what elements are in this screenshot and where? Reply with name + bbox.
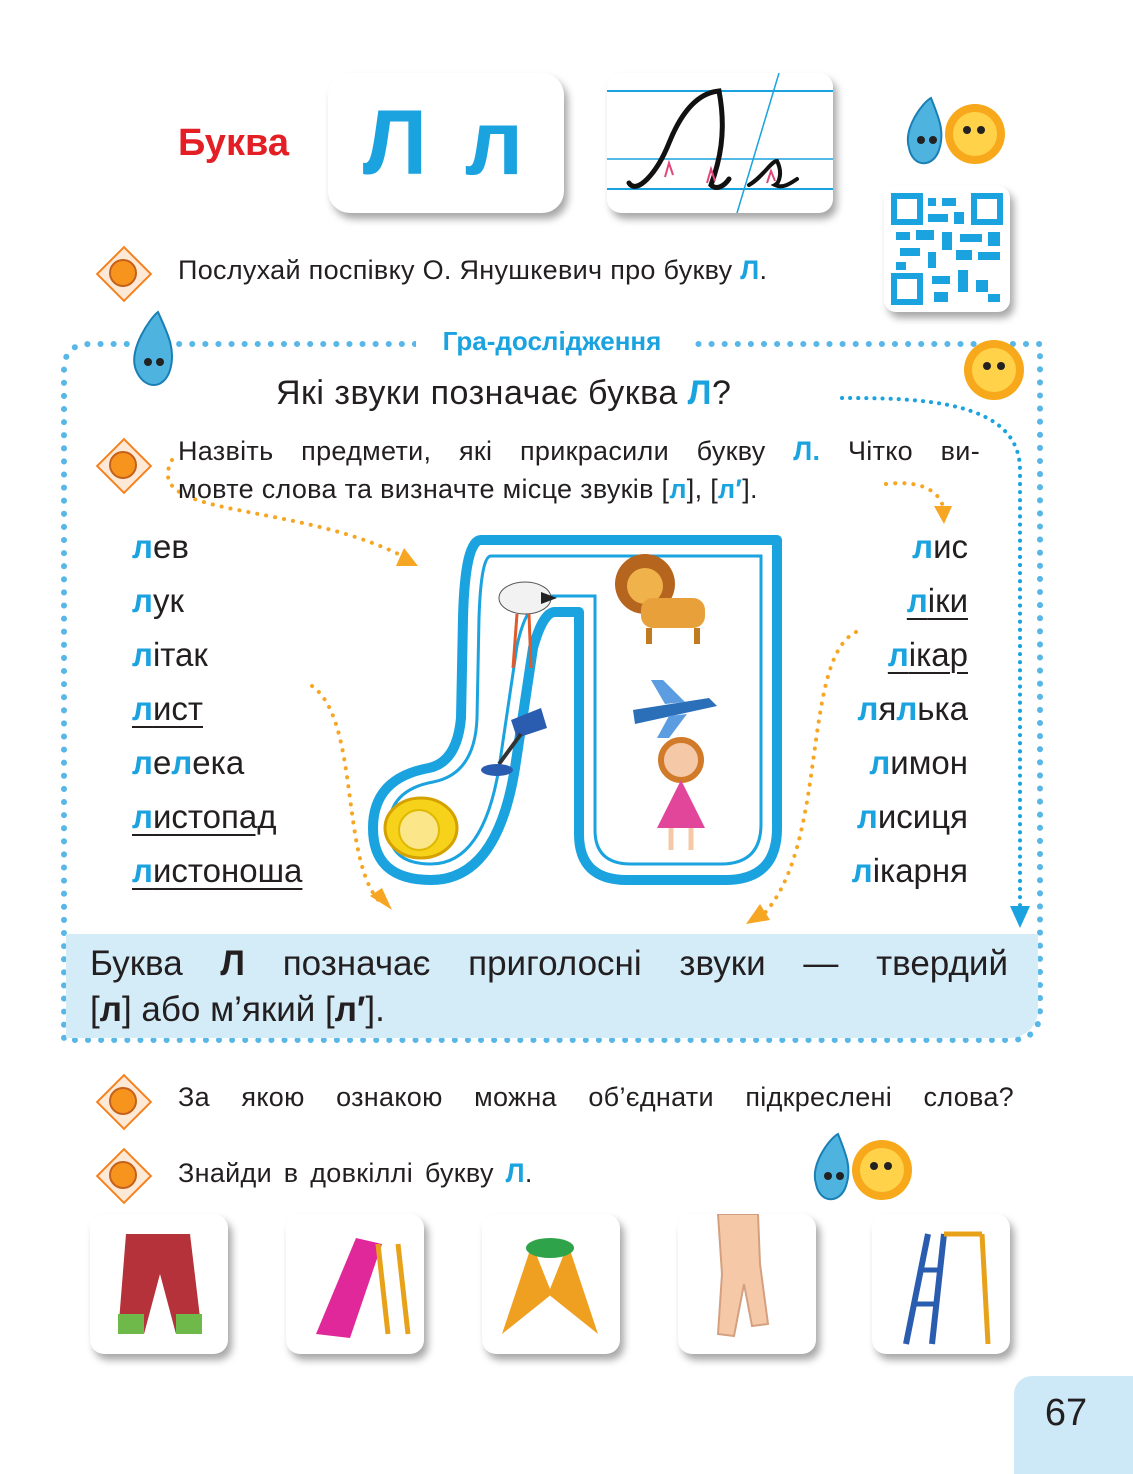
game-instruction bbox=[178, 432, 980, 508]
word-highlight-letter: л bbox=[851, 852, 873, 889]
slide-picture bbox=[286, 1214, 424, 1354]
reading-child-icon bbox=[100, 442, 144, 486]
rule-letter: Л bbox=[220, 944, 245, 983]
fingers-picture bbox=[678, 1214, 816, 1354]
instruction-text: ], [ bbox=[686, 474, 719, 504]
left-word-list bbox=[132, 520, 352, 898]
word-text: ека bbox=[192, 744, 245, 781]
listen-letter: Л bbox=[740, 255, 760, 285]
print-letters: Л л bbox=[362, 92, 530, 194]
find-period: . bbox=[524, 1158, 533, 1188]
word-highlight-letter: л bbox=[132, 852, 153, 889]
word-highlight-letter: л bbox=[132, 582, 153, 619]
sound-soft: л′ bbox=[718, 474, 743, 504]
instruction-letter: Л. bbox=[793, 436, 821, 466]
page-title: Буква bbox=[178, 122, 289, 164]
word-text: я bbox=[878, 690, 897, 727]
word-text: ис bbox=[933, 528, 968, 565]
word-highlight-letter: л bbox=[132, 798, 153, 835]
rule-box bbox=[66, 934, 1038, 1038]
word-text: истопад bbox=[152, 798, 277, 835]
word-text: ька bbox=[917, 690, 968, 727]
word-highlight-letter: л bbox=[132, 690, 153, 727]
word-highlight-letter: л bbox=[887, 636, 909, 673]
find-text: Знайди в довкіллі букву bbox=[178, 1158, 506, 1188]
word-text: исиця bbox=[877, 798, 968, 835]
question-mark: ? bbox=[712, 374, 732, 412]
rule-sound-soft: л′ bbox=[334, 990, 366, 1029]
stepladder-picture bbox=[872, 1214, 1010, 1354]
word-text: ук bbox=[152, 582, 184, 619]
word-highlight-letter: л bbox=[912, 528, 934, 565]
instruction-text: Чітко ви- bbox=[820, 436, 980, 466]
word-text: имон bbox=[890, 744, 968, 781]
word-text: ікарня bbox=[872, 852, 968, 889]
page-number: 67 bbox=[1044, 1392, 1088, 1434]
rule-line-1 bbox=[90, 942, 1008, 986]
word-item bbox=[132, 682, 352, 736]
word-item bbox=[132, 628, 352, 682]
rule-text: ]. bbox=[365, 990, 385, 1029]
word-text: ікар bbox=[908, 636, 968, 673]
rule-text: [ bbox=[90, 990, 100, 1029]
question-letter: Л bbox=[687, 374, 713, 412]
word-highlight-letter: л bbox=[132, 528, 153, 565]
find-letter: Л bbox=[505, 1158, 525, 1188]
word-highlight-letter: л bbox=[869, 744, 891, 781]
word-item bbox=[132, 574, 352, 628]
find-instruction bbox=[178, 1158, 533, 1189]
page-number-tab bbox=[1014, 1376, 1133, 1474]
word-highlight-letter: л bbox=[906, 582, 928, 619]
word-highlight-letter: л bbox=[171, 744, 193, 781]
pants-picture bbox=[90, 1214, 228, 1354]
question-underlined-words: За якою ознакою можна об’єднати підкреслені слова? bbox=[178, 1082, 1014, 1112]
rule-text: позначає приголосні звуки — твердий bbox=[244, 944, 1008, 983]
word-text: истоноша bbox=[152, 852, 303, 889]
question-text: Які звуки позначає буква bbox=[276, 374, 688, 412]
word-item bbox=[132, 736, 352, 790]
instruction-text: Назвіть предмети, які прикрасили букву bbox=[178, 436, 794, 466]
listen-period: . bbox=[759, 255, 768, 285]
listen-text: Послухай поспівку О. Янушкевич про букву bbox=[178, 255, 741, 285]
word-highlight-letter: л bbox=[132, 744, 153, 781]
instruction-text: мовте слова та визначте місце звуків [ bbox=[178, 474, 670, 504]
thinking-child-icon bbox=[100, 1078, 144, 1122]
word-text: е bbox=[152, 744, 172, 781]
instruction-line-2 bbox=[178, 470, 980, 508]
instruction-text: ]. bbox=[742, 474, 758, 504]
word-item bbox=[132, 790, 352, 844]
lemon-image bbox=[385, 798, 457, 858]
sound-hard: л bbox=[669, 474, 687, 504]
game-title: Гра-дослідження bbox=[416, 326, 688, 357]
writing-child-icon bbox=[100, 1152, 144, 1196]
word-highlight-letter: л bbox=[132, 636, 153, 673]
word-item bbox=[132, 520, 352, 574]
flippers-picture bbox=[482, 1214, 620, 1354]
word-text: іки bbox=[927, 582, 968, 619]
drop-mascot-icon bbox=[122, 300, 192, 392]
word-item bbox=[132, 844, 352, 898]
word-text: ист bbox=[152, 690, 204, 727]
word-text: ітак bbox=[152, 636, 208, 673]
word-text: ев bbox=[152, 528, 189, 565]
word-highlight-letter: л bbox=[857, 690, 879, 727]
drop-sun-mascot-icon bbox=[800, 1122, 920, 1214]
word-highlight-letter: л bbox=[856, 798, 878, 835]
big-letter-image bbox=[365, 528, 805, 898]
rule-text: Буква bbox=[90, 944, 221, 983]
instruction-line-1 bbox=[178, 432, 980, 470]
rule-line-2 bbox=[90, 988, 385, 1032]
rule-text: ] або м’який [ bbox=[121, 990, 335, 1029]
rule-sound-hard: л bbox=[99, 990, 122, 1029]
sun-mascot-icon bbox=[954, 330, 1034, 410]
word-highlight-letter: л bbox=[896, 690, 918, 727]
game-question bbox=[276, 374, 731, 413]
